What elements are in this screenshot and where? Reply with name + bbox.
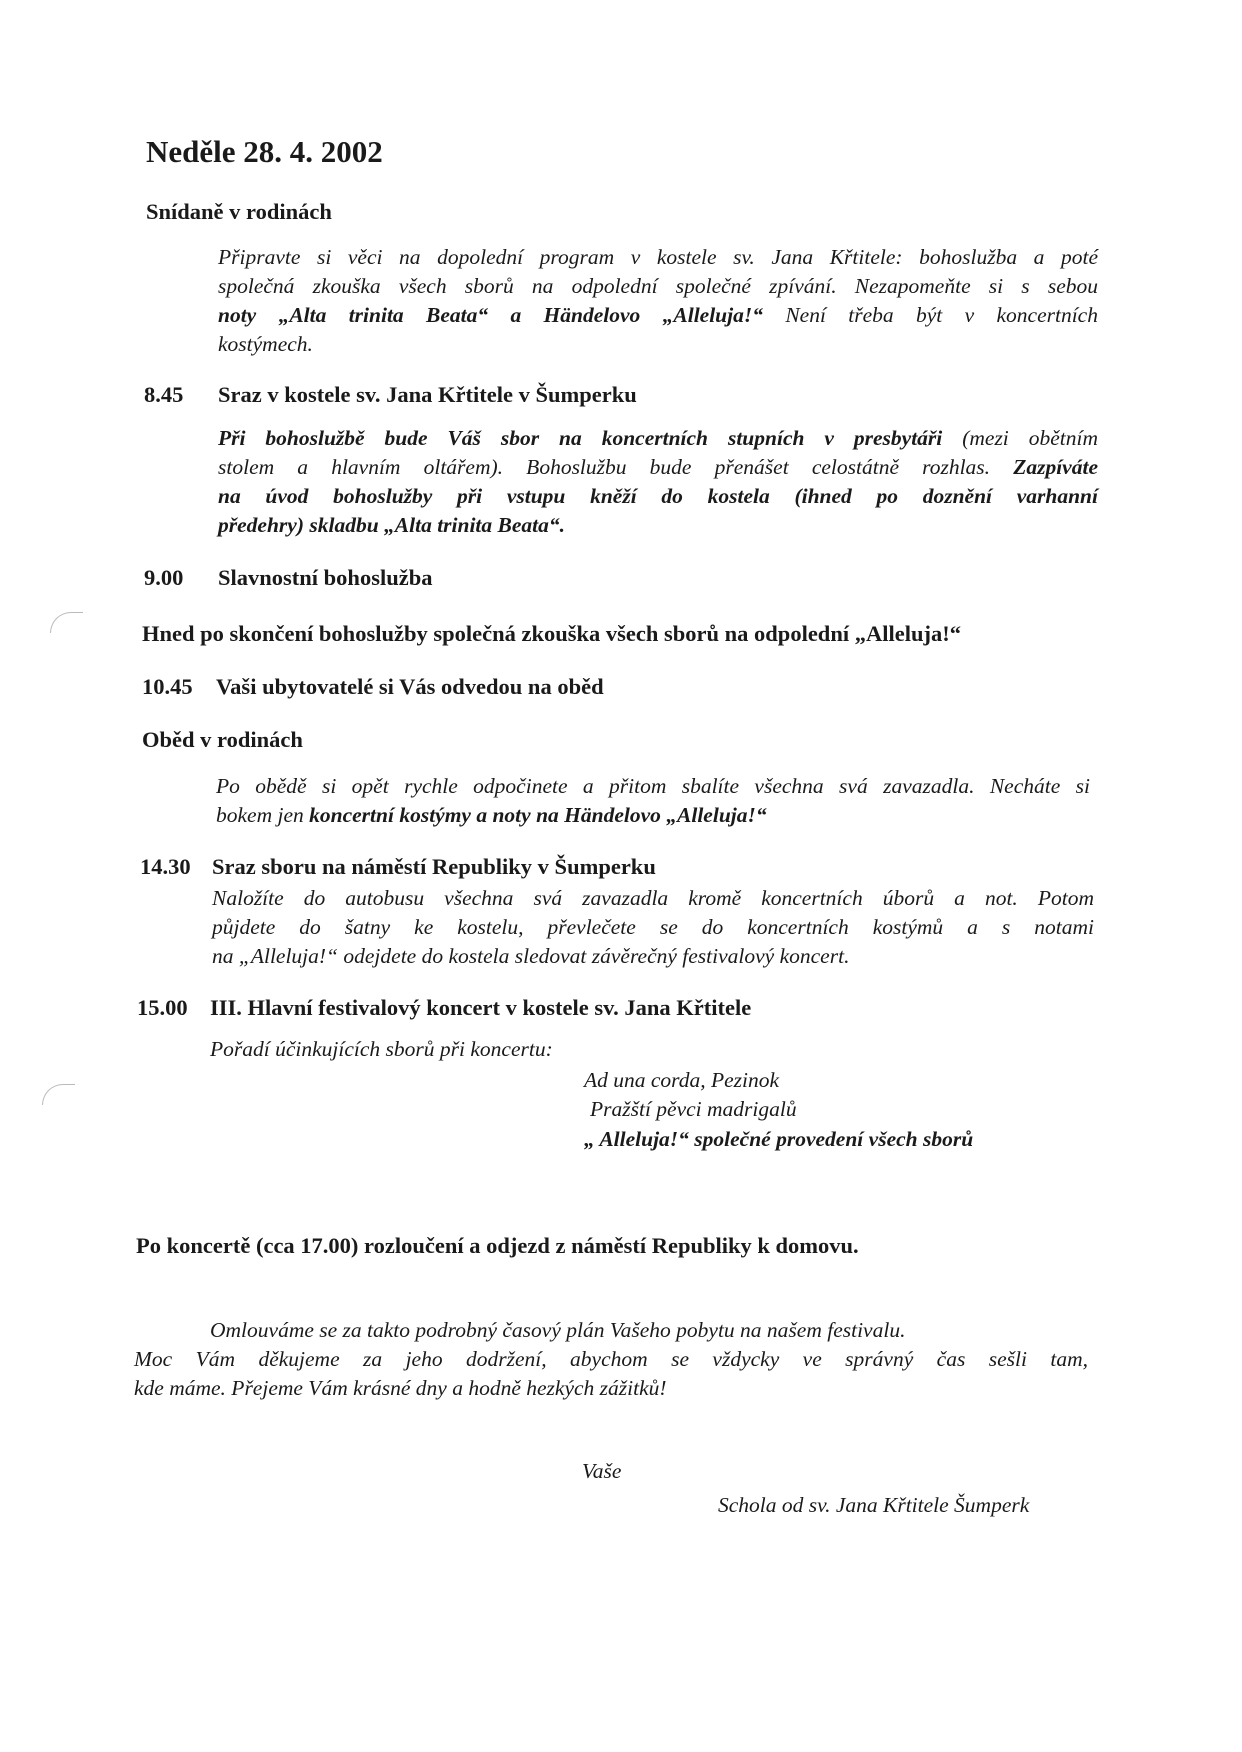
time-1500: 15.00 (137, 995, 188, 1020)
item-1430-paragraph (212, 884, 1094, 971)
signature-org: Schola od sv. Jana Křtitele Šumperk (718, 1493, 1030, 1517)
text-line: na úvod bohoslužby při vstupu kněží do kostela (ihned po doznění varhanní (218, 484, 1098, 508)
time-1430: 14.30 (140, 854, 191, 879)
text-line: společná zkouška všech sborů na odpolední společné zpívání. Nezapomeňte si s sebou (218, 274, 1098, 298)
text: stolem a hlavním oltářem). Bohoslužbu bude přenášet celostátně rozhlas. (218, 455, 991, 479)
text-line: na „Alleluja!“ odejdete do kostela sledovat závěrečný festivalový koncert. (212, 944, 850, 968)
signature-vase: Vaše (582, 1459, 622, 1483)
page-title: Neděle 28. 4. 2002 (146, 134, 383, 169)
time-0900: 9.00 (144, 565, 184, 590)
text-line (218, 453, 1098, 482)
bold-text: Zazpíváte (990, 455, 1098, 479)
item-1430-title: Sraz sboru na náměstí Republiky v Šumperku (212, 854, 656, 879)
section-lunch-title: Oběd v rodinách (142, 727, 303, 752)
closing-paragraph (134, 1316, 1088, 1403)
bold-text: koncertní kostýmy a noty na Händelovo „Alleluja!“ (309, 803, 767, 827)
performer-finale: „ Alleluja!“ společné provedení všech sborů (584, 1127, 974, 1151)
text-line: Po obědě si opět rychle odpočinete a přitom sbalíte všechna svá zavazadla. Necháte si (216, 774, 1090, 798)
text-line (218, 424, 1098, 453)
text-line: Moc Vám děkujeme za jeho dodržení, abychom se vždycky ve správný čas sešli tam, (134, 1347, 1088, 1371)
scan-mark (50, 612, 83, 633)
performer-item: Ad una corda, Pezinok (584, 1068, 780, 1092)
item-0845-title: Sraz v kostele sv. Jana Křtitele v Šumperku (218, 382, 637, 407)
item-1045-title: Vaši ubytovatelé si Vás odvedou na oběd (216, 674, 604, 699)
scan-mark (42, 1084, 75, 1105)
section-breakfast-title: Snídaně v rodinách (146, 199, 332, 224)
concert-order-label: Pořadí účinkujících sborů při koncertu: (210, 1037, 553, 1061)
rehearsal-note: Hned po skončení bohoslužby společná zkouška všech sborů na odpolední „Alleluja!“ (142, 621, 961, 646)
text-line: Připravte si věci na dopolední program v kostele sv. Jana Křtitele: bohoslužba a poté (218, 245, 1098, 269)
performer-item: Pražští pěvci madrigalů (590, 1097, 797, 1121)
text-line (216, 801, 1090, 830)
lunch-paragraph (216, 772, 1090, 830)
text: (mezi obětním (942, 426, 1098, 450)
farewell-note: Po koncertě (cca 17.00) rozloučení a odjezd z náměstí Republiky k domovu. (136, 1233, 859, 1258)
time-0845: 8.45 (144, 382, 184, 407)
text-line: Naložíte do autobusu všechna svá zavazadla kromě koncertních úborů a not. Potom (212, 886, 1094, 910)
text: Není třeba být v koncertních (762, 303, 1098, 327)
text-line: půjdete do šatny ke kostelu, převlečete se do koncertních kostýmů a s notami (212, 915, 1094, 939)
text-line: Omlouváme se za takto podrobný časový plán Vašeho pobytu na našem festivalu. (210, 1318, 906, 1342)
item-1500-title: III. Hlavní festivalový koncert v kostele sv. Jana Křtitele (210, 995, 752, 1020)
item-0845-paragraph (218, 424, 1098, 540)
text-line (218, 301, 1098, 330)
bold-text: Při bohoslužbě bude Váš sbor na koncertních stupních v presbytáři (218, 426, 943, 450)
text-line: předehry) skladbu „Alta trinita Beata“. (218, 513, 566, 537)
breakfast-paragraph (218, 243, 1098, 359)
text-line: kostýmech. (218, 332, 313, 356)
time-1045: 10.45 (142, 674, 193, 699)
bold-text: noty „Alta trinita Beata“ a Händelovo „Alleluja!“ (218, 303, 763, 327)
item-0900-title: Slavnostní bohoslužba (218, 565, 433, 590)
text: bokem jen (216, 803, 310, 827)
text-line: kde máme. Přejeme Vám krásné dny a hodně hezkých zážitků! (134, 1376, 667, 1400)
